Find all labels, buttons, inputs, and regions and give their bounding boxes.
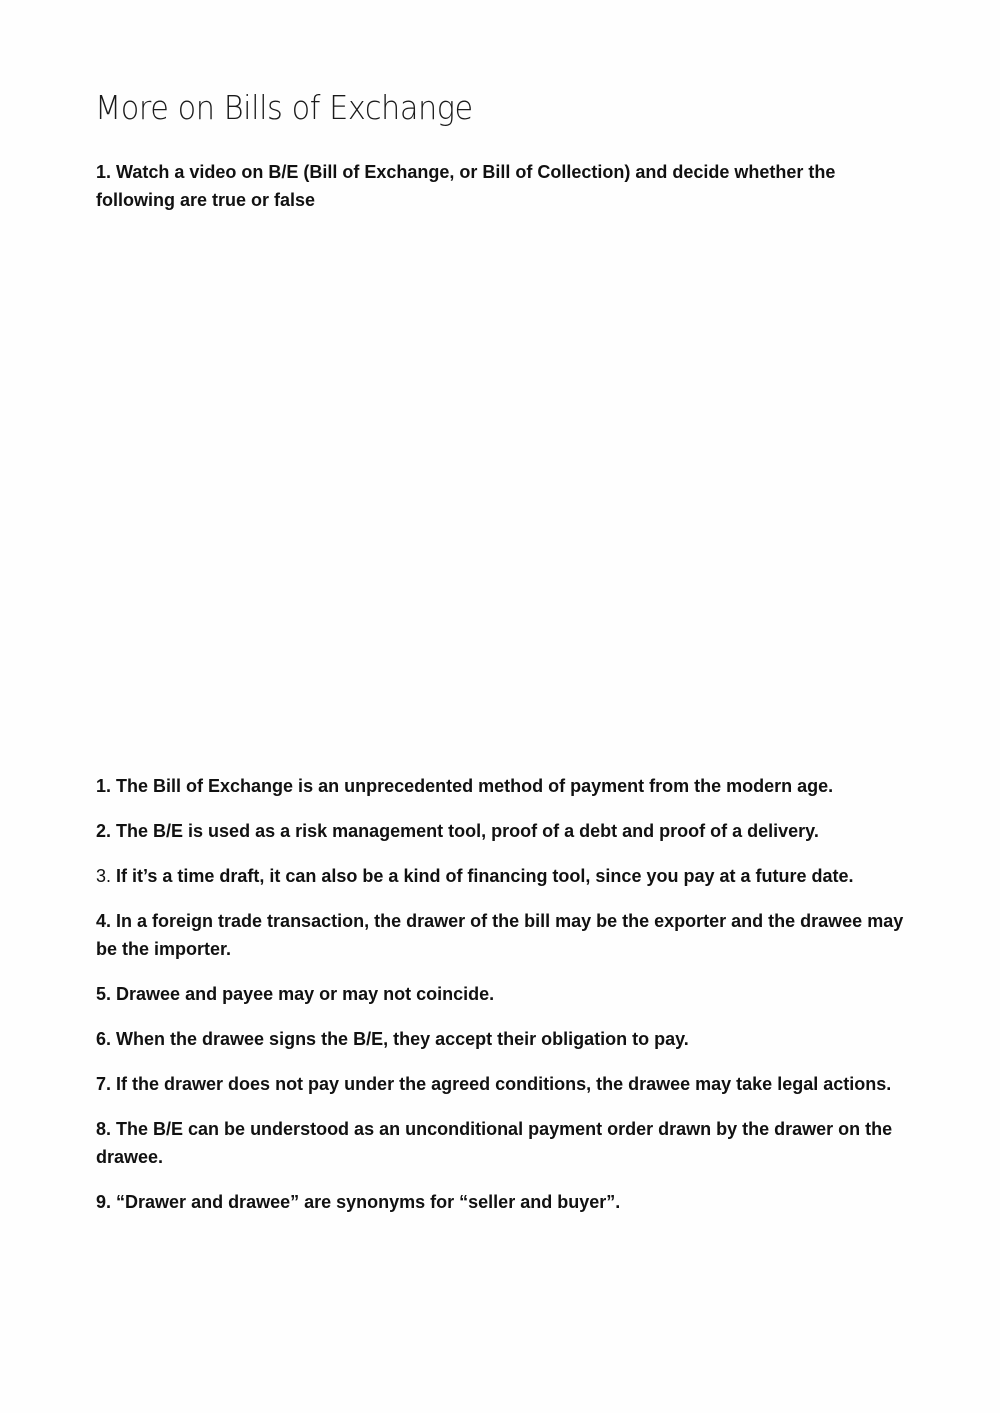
statement-item <box>96 1115 906 1171</box>
statement-number: 2. <box>96 821 112 841</box>
statement-text: Drawee and payee may or may not coincide. <box>116 984 495 1004</box>
page-title: More on Bills of Exchange <box>95 88 473 127</box>
statement-text: The B/E is used as a risk management tool, proof of a debt and proof of a delivery. <box>116 821 819 841</box>
statement-text: If it’s a time draft, it can also be a kind of financing tool, since you pay at a future date. <box>116 866 854 886</box>
statement-number: 9. <box>96 1192 112 1212</box>
statement-list <box>96 772 906 1233</box>
statement-item <box>96 1188 906 1216</box>
statement-number: 5. <box>96 984 112 1004</box>
statement-number: 4. <box>96 911 112 931</box>
statement-number: 8. <box>96 1119 112 1139</box>
statement-text: When the drawee signs the B/E, they accept their obligation to pay. <box>116 1029 689 1049</box>
statement-item <box>96 1070 906 1098</box>
statement-item <box>96 980 906 1008</box>
statement-number: 3. <box>96 866 112 886</box>
statement-item <box>96 862 906 890</box>
statement-item <box>96 772 906 800</box>
statement-item <box>96 1025 906 1053</box>
statement-number: 1. <box>96 776 112 796</box>
statement-text: In a foreign trade transaction, the drawer of the bill may be the exporter and the drawee may be the importer. <box>96 911 904 959</box>
statement-item <box>96 907 906 963</box>
statement-text: “Drawer and drawee” are synonyms for “seller and buyer”. <box>116 1192 621 1212</box>
video-placeholder <box>96 230 904 750</box>
statement-text: The B/E can be understood as an unconditional payment order drawn by the drawer on the drawee. <box>96 1119 893 1167</box>
statement-text: If the drawer does not pay under the agreed conditions, the drawee may take legal actions. <box>116 1074 892 1094</box>
statement-text: The Bill of Exchange is an unprecedented method of payment from the modern age. <box>116 776 834 796</box>
statement-number: 7. <box>96 1074 112 1094</box>
instruction-text: 1. Watch a video on B/E (Bill of Exchange, or Bill of Collection) and decide whether the following are true or false <box>96 162 836 210</box>
statement-item <box>96 817 906 845</box>
statement-number: 6. <box>96 1029 112 1049</box>
